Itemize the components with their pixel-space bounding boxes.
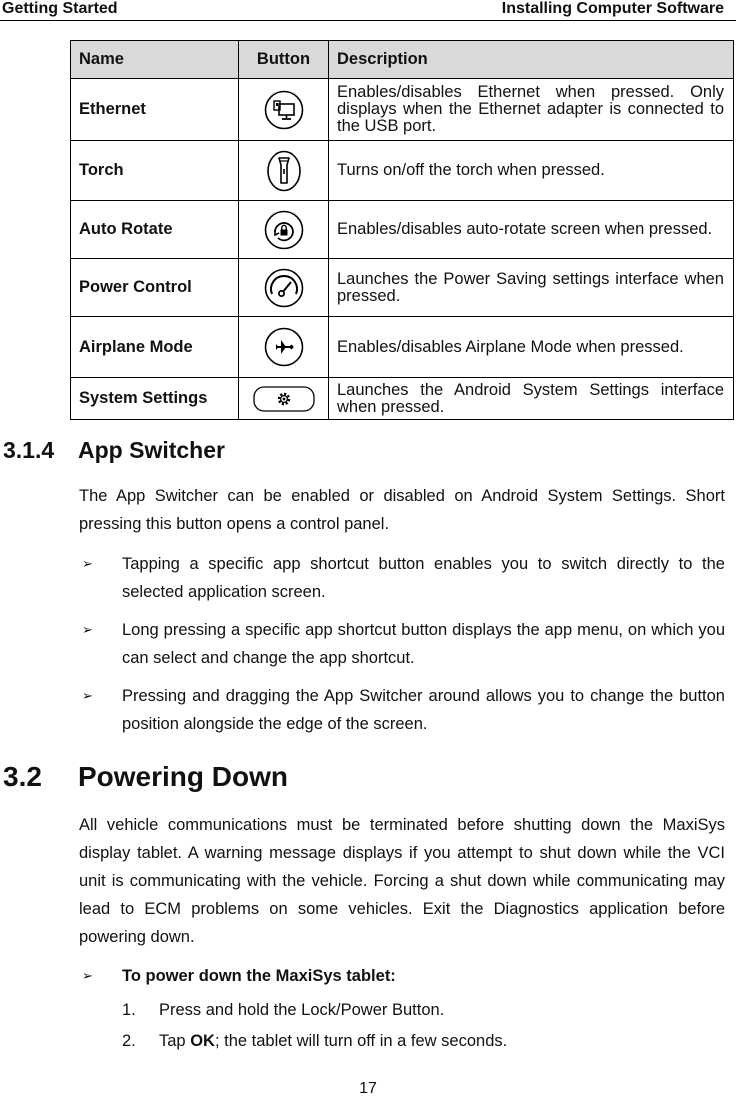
- step-text-post: ; the tablet will turn off in a few seconds.: [214, 1032, 508, 1050]
- auto-rotate-icon: [264, 210, 304, 250]
- procedure-step: [122, 996, 444, 1024]
- row-name: Auto Rotate: [71, 201, 239, 259]
- list-item: [79, 682, 725, 738]
- bullet-marker: ➢: [82, 556, 93, 571]
- bullet-text: Tapping a specific app shortcut button enables you to switch directly to the selected application screen.: [122, 555, 725, 601]
- bullet-marker: ➢: [82, 688, 93, 703]
- section-number: 3.1.4: [3, 437, 55, 463]
- col-header-name: Name: [71, 41, 239, 79]
- app-switcher-intro: The App Switcher can be enabled or disabled on Android System Settings. Short pressing this button opens a control panel.: [79, 487, 725, 533]
- table-row: [71, 141, 734, 201]
- page-number: 17: [359, 1080, 377, 1097]
- list-item: [79, 550, 725, 606]
- step-number: 1.: [122, 1001, 136, 1019]
- procedure-step: [122, 1027, 507, 1055]
- ethernet-icon: [264, 90, 304, 130]
- row-name: Power Control: [71, 259, 239, 317]
- row-description: Enables/disables Ethernet when pressed. Only displays when the Ethernet adapter is connected to the USB port.: [329, 79, 734, 141]
- table-row: [71, 378, 734, 420]
- bullet-marker: ➢: [82, 968, 93, 983]
- table-row: [71, 317, 734, 378]
- row-name: Torch: [71, 141, 239, 201]
- step-number: 2.: [122, 1032, 136, 1050]
- table-row: [71, 201, 734, 259]
- bullet-text: Long pressing a specific app shortcut button displays the app menu, on which you can select and change the app shortcut.: [122, 621, 725, 667]
- section-number: 3.2: [3, 761, 42, 792]
- page-header: [0, 0, 736, 21]
- gear-icon: [253, 386, 315, 412]
- section-heading-app-switcher: [3, 437, 225, 464]
- table-row: [71, 259, 734, 317]
- section-title: Powering Down: [78, 761, 288, 792]
- procedure-title: To power down the MaxiSys tablet:: [122, 967, 396, 985]
- section-title: App Switcher: [78, 437, 225, 463]
- header-right: Installing Computer Software: [501, 0, 724, 17]
- list-item: [79, 616, 725, 672]
- row-name: Ethernet: [71, 79, 239, 141]
- row-description: Enables/disables auto-rotate screen when pressed.: [329, 201, 734, 259]
- row-description: Launches the Android System Settings interface when pressed.: [329, 378, 734, 420]
- step-text: Press and hold the Lock/Power Button.: [159, 1001, 445, 1019]
- col-header-button: Button: [239, 41, 329, 79]
- table-header-row: [71, 41, 734, 79]
- header-left: Getting Started: [2, 0, 118, 17]
- bullet-marker: ➢: [82, 622, 93, 637]
- table-row: [71, 79, 734, 141]
- button-reference-table: [70, 40, 734, 420]
- procedure-heading: [79, 962, 725, 990]
- power-control-icon: [264, 268, 304, 308]
- row-name: Airplane Mode: [71, 317, 239, 378]
- row-description: Turns on/off the torch when pressed.: [329, 141, 734, 201]
- bullet-text: Pressing and dragging the App Switcher around allows you to change the button position alongside the edge of the screen.: [122, 687, 725, 733]
- row-name: System Settings: [71, 378, 239, 420]
- airplane-icon: [264, 327, 304, 367]
- powering-down-body: All vehicle communications must be terminated before shutting down the MaxiSys display tablet. A warning message displays if you attempt to shut down while the VCI unit is communicating with the vehicle. Forcing a shut down while communicating may lead to ECM problems on some vehicles. Exit the Diagnostics application before powering down.: [79, 816, 725, 946]
- row-description: Launches the Power Saving settings interface when pressed.: [329, 259, 734, 317]
- row-description: Enables/disables Airplane Mode when pressed.: [329, 317, 734, 378]
- section-heading-powering-down: [3, 761, 288, 793]
- col-header-description: Description: [329, 41, 734, 79]
- step-text-pre: Tap: [159, 1032, 191, 1050]
- step-text-bold: OK: [190, 1032, 215, 1050]
- torch-icon: [264, 150, 304, 192]
